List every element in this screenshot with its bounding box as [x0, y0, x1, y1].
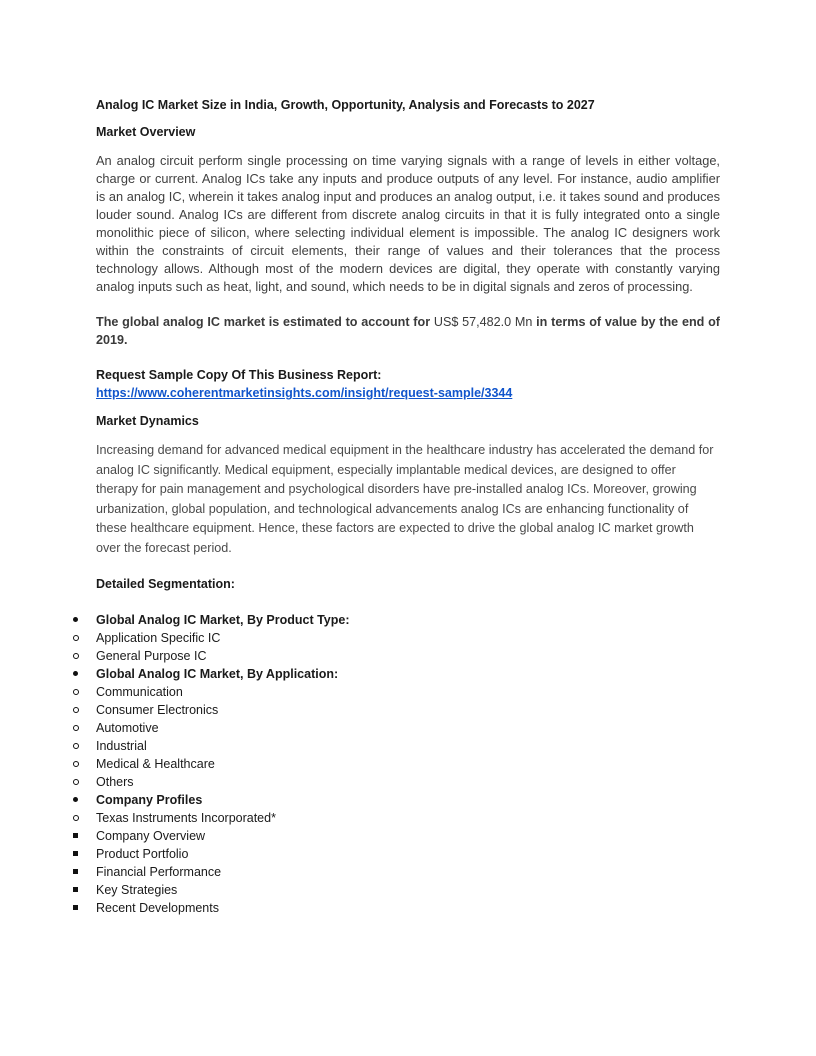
segmentation-item: [71, 719, 695, 737]
segmentation-item: [71, 791, 695, 809]
segmentation-item-label: Product Portfolio: [96, 847, 189, 861]
market-overview-heading: Market Overview: [96, 125, 196, 139]
bullet-circle-icon: [71, 773, 91, 791]
segmentation-item: [71, 629, 695, 647]
segmentation-item: [71, 683, 695, 701]
bullet-circle-icon: [71, 629, 91, 647]
segmentation-item: [71, 701, 695, 719]
document-page: [96, 95, 720, 917]
request-sample-block: [96, 366, 720, 402]
bullet-square-icon: [71, 863, 91, 881]
estimate-value: US$ 57,482.0 Mn: [433, 315, 533, 329]
segmentation-item-label: Global Analog IC Market, By Application:: [96, 667, 339, 681]
segmentation-item-label: Application Specific IC: [96, 631, 221, 645]
segmentation-item-label: Consumer Electronics: [96, 703, 219, 717]
segmentation-item-label: Company Profiles: [96, 793, 203, 807]
bullet-dot-icon: [71, 665, 91, 683]
market-estimate-statement: [96, 313, 720, 349]
request-sample-link[interactable]: https://www.coherentmarketinsights.com/insight/request-sample/3344: [96, 386, 513, 400]
estimate-prefix: The global analog IC market is estimated to account for: [96, 315, 434, 329]
segmentation-item-label: Automotive: [96, 721, 159, 735]
segmentation-item: [71, 899, 695, 917]
segmentation-item-label: Key Strategies: [96, 883, 178, 897]
segmentation-item-label: Texas Instruments Incorporated*: [96, 811, 276, 825]
bullet-circle-icon: [71, 809, 91, 827]
bullet-circle-icon: [71, 737, 91, 755]
segmentation-item: [71, 755, 695, 773]
segmentation-item: [71, 845, 695, 863]
segmentation-item-label: Industrial: [96, 739, 147, 753]
market-dynamics-paragraph: Increasing demand for advanced medical equipment in the healthcare industry has accelerated the demand for analog IC significantly. Medical equipment, especially implantable medical devices, are designed to offer therapy for pain management and psychological disorders have pre-installed analog ICs. Moreover, growing urbanization, global population, and technological advancements analog ICs are enhancing functionality of these healthcare equipment. Hence, these factors are expected to drive the global analog IC market growth over the forecast period.: [96, 443, 714, 555]
bullet-dot-icon: [71, 611, 91, 629]
segmentation-item-label: Medical & Healthcare: [96, 757, 215, 771]
bullet-dot-icon: [71, 791, 91, 809]
segmentation-item: [71, 647, 695, 665]
segmentation-heading: Detailed Segmentation:: [96, 577, 235, 591]
segmentation-item: [71, 773, 695, 791]
segmentation-item-label: Financial Performance: [96, 865, 222, 879]
segmentation-item-label: General Purpose IC: [96, 649, 207, 663]
segmentation-item: [71, 665, 695, 683]
bullet-circle-icon: [71, 719, 91, 737]
bullet-square-icon: [71, 881, 91, 899]
estimate-suffix: in terms of value by the end of 2019.: [96, 315, 720, 347]
bullet-circle-icon: [71, 701, 91, 719]
segmentation-item: [71, 611, 695, 629]
segmentation-item: [71, 863, 695, 881]
document-title: Analog IC Market Size in India, Growth, Opportunity, Analysis and Forecasts to 2027: [96, 98, 595, 112]
segmentation-item: [71, 737, 695, 755]
market-overview-paragraph: An analog circuit perform single processing on time varying signals with a range of levels in either voltage, charge or current. Analog ICs take any inputs and produce outputs of any level. For instance, audio amplifier is an analog IC, wherein it takes analog input and produces an analog output, i.e. it takes sound and produces louder sound. Analog ICs are different from discrete analog circuits in that it is fully integrated onto a single monolithic piece of silicon, where selecting individual element is impossible. The analog IC designers work within the constraints of circuit elements, their range of values and their tolerances that the process technology allows. Although most of the modern devices are digital, they operate with constantly varying analog inputs such as heat, light, and sound, which needs to be in digital signals and zeros of processing.: [96, 153, 720, 294]
bullet-circle-icon: [71, 647, 91, 665]
segmentation-item-label: Communication: [96, 685, 183, 699]
segmentation-item-label: Global Analog IC Market, By Product Type:: [96, 613, 350, 627]
segmentation-list: [71, 611, 695, 917]
request-sample-label: Request Sample Copy Of This Business Report:: [96, 368, 382, 382]
bullet-circle-icon: [71, 755, 91, 773]
segmentation-item: [71, 881, 695, 899]
market-dynamics-heading: Market Dynamics: [96, 414, 199, 428]
segmentation-item: [71, 809, 695, 827]
segmentation-item: [71, 827, 695, 845]
bullet-square-icon: [71, 827, 91, 845]
segmentation-item-label: Company Overview: [96, 829, 206, 843]
bullet-square-icon: [71, 845, 91, 863]
segmentation-item-label: Others: [96, 775, 134, 789]
segmentation-item-label: Recent Developments: [96, 901, 219, 915]
bullet-square-icon: [71, 899, 91, 917]
bullet-circle-icon: [71, 683, 91, 701]
